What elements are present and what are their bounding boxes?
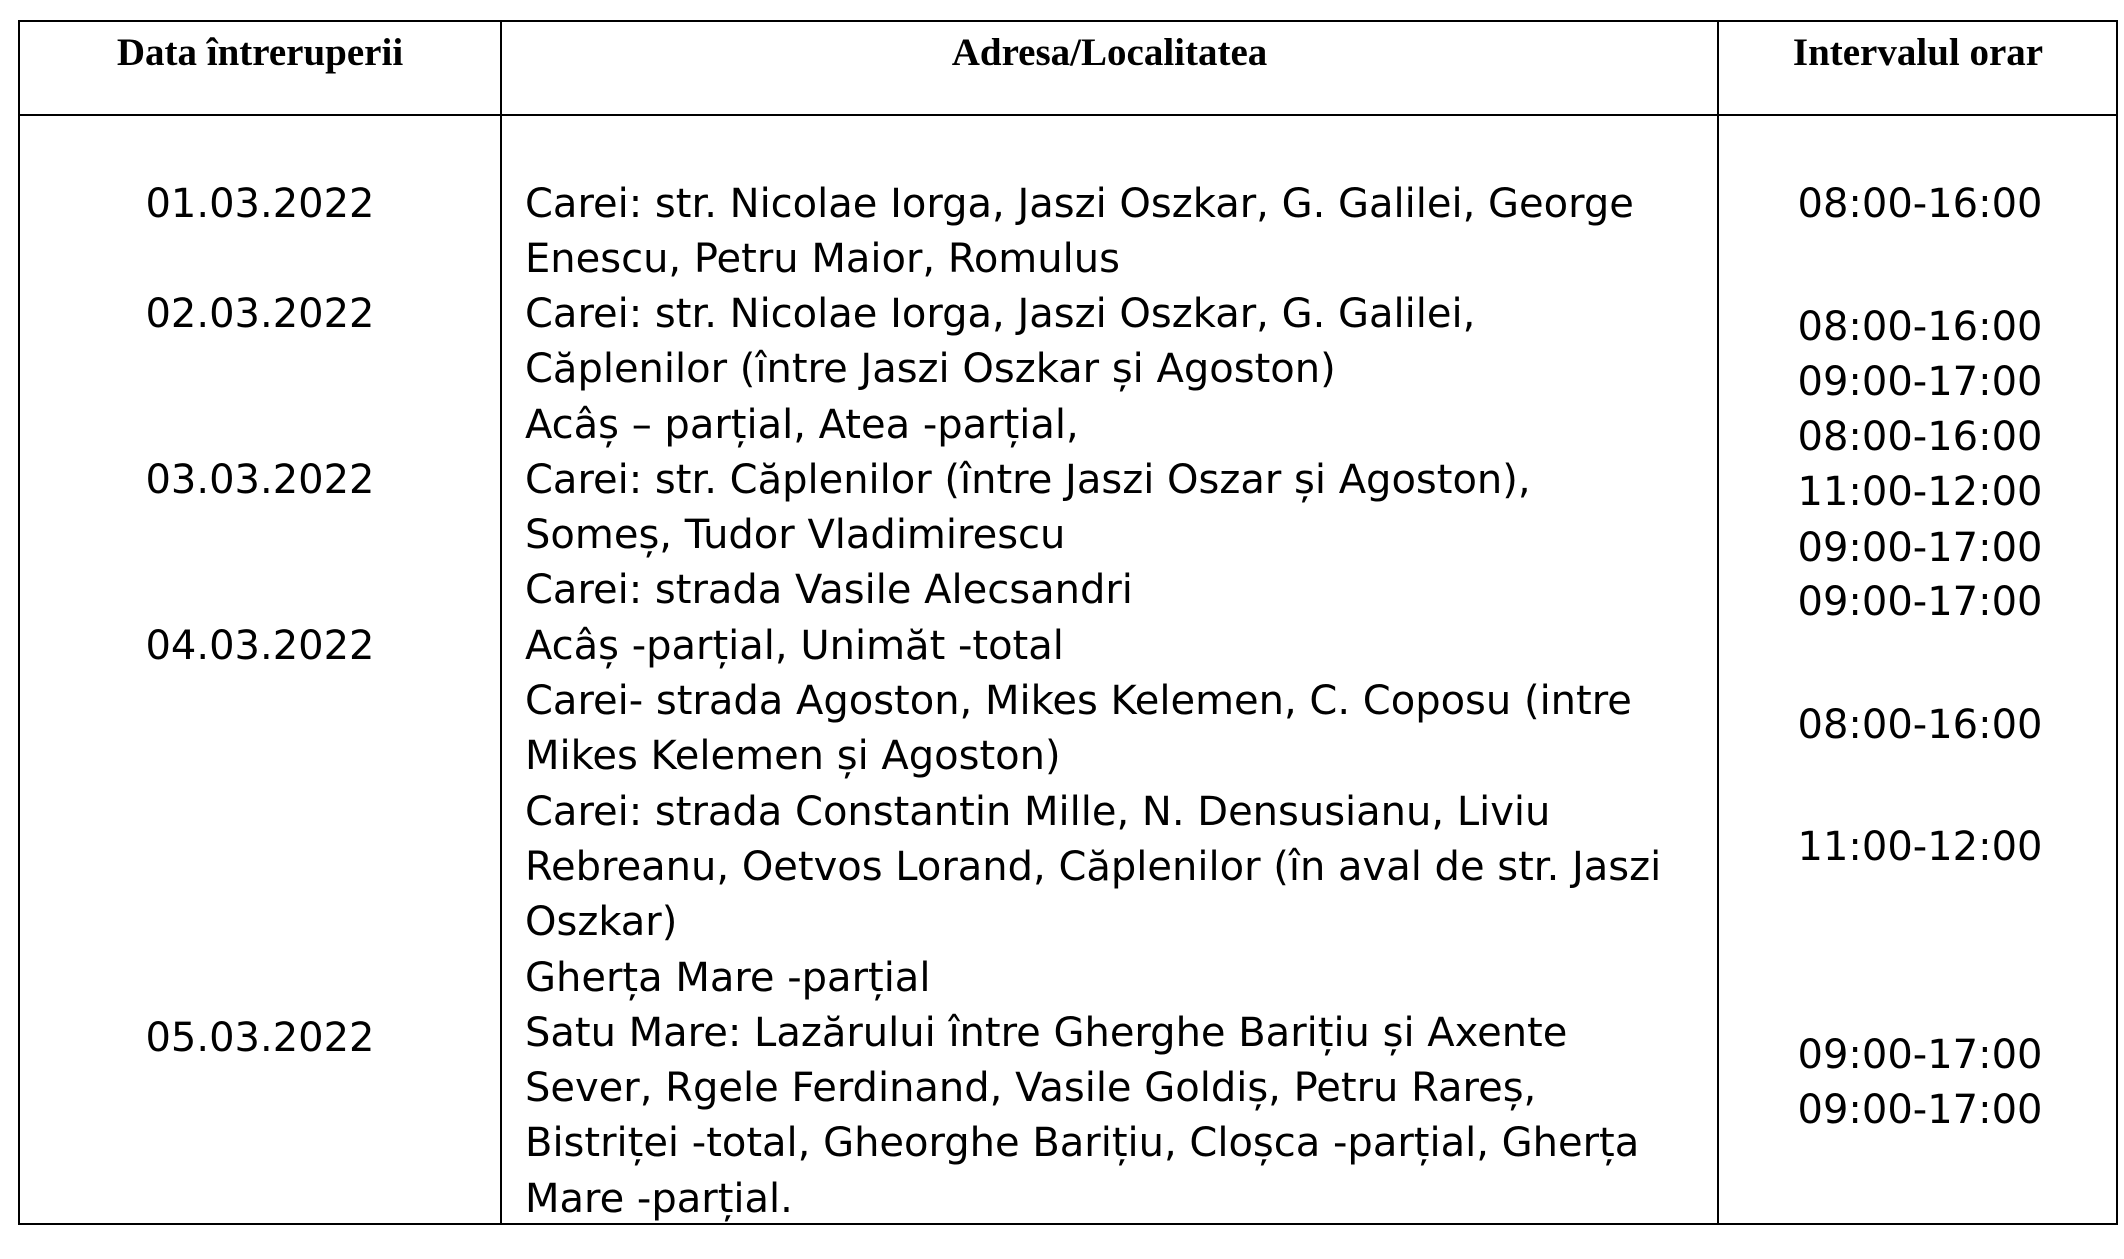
- interval-cell: 09:00-17:00: [1797, 1087, 2043, 1133]
- address-line: Sever, Rgele Ferdinand, Vasile Goldiș, Petru Rareș,: [525, 1065, 1537, 1111]
- column-divider-2: [1717, 22, 1719, 1223]
- address-line: Acâș – parțial, Atea -parțial,: [525, 402, 1079, 448]
- date-cell: 05.03.2022: [145, 1015, 375, 1061]
- address-line: Acâș -parțial, Unimăt -total: [525, 623, 1064, 669]
- interval-cell: 11:00-12:00: [1797, 824, 2043, 870]
- address-line: Carei: strada Constantin Mille, N. Densusianu, Liviu: [525, 789, 1551, 835]
- interval-cell: 08:00-16:00: [1797, 702, 2043, 748]
- date-cell: 02.03.2022: [145, 291, 375, 337]
- interval-cell: 09:00-17:00: [1797, 579, 2043, 625]
- interval-cell: 08:00-16:00: [1797, 181, 2043, 227]
- interval-cell: 08:00-16:00: [1797, 304, 2043, 350]
- date-cell: 03.03.2022: [145, 457, 375, 503]
- address-line: Enescu, Petru Maior, Romulus: [525, 236, 1120, 282]
- address-line: Oszkar): [525, 899, 678, 945]
- header-divider: [20, 114, 2116, 116]
- address-line: Carei: str. Nicolae Iorga, Jaszi Oszkar, G. Galilei,: [525, 291, 1476, 337]
- interval-cell: 09:00-17:00: [1797, 359, 2043, 405]
- address-line: Carei: str. Căplenilor (între Jaszi Oszar și Agoston),: [525, 457, 1531, 503]
- address-line: Mare -parțial.: [525, 1176, 793, 1222]
- address-line: Rebreanu, Oetvos Lorand, Căplenilor (în aval de str. Jaszi: [525, 844, 1662, 890]
- column-divider-1: [500, 22, 502, 1223]
- address-line: Bistriței -total, Gheorghe Barițiu, Cloșca -parțial, Gherța: [525, 1120, 1640, 1166]
- address-line: Satu Mare: Lazărului între Gherghe Barițiu și Axente: [525, 1010, 1568, 1056]
- address-line: Carei: strada Vasile Alecsandri: [525, 567, 1133, 613]
- interval-cell: 09:00-17:00: [1797, 525, 2043, 571]
- interval-cell: 09:00-17:00: [1797, 1032, 2043, 1078]
- date-cell: 04.03.2022: [145, 623, 375, 669]
- interval-cell: 08:00-16:00: [1797, 414, 2043, 460]
- address-line: Mikes Kelemen și Agoston): [525, 733, 1061, 779]
- header-interval: Intervalul orar: [1792, 31, 2044, 74]
- date-cell: 01.03.2022: [145, 181, 375, 227]
- address-line: Gherța Mare -parțial: [525, 955, 931, 1001]
- address-line: Someș, Tudor Vladimirescu: [525, 512, 1066, 558]
- address-line: Carei: str. Nicolae Iorga, Jaszi Oszkar, G. Galilei, George: [525, 181, 1634, 227]
- address-line: Căplenilor (între Jaszi Oszkar și Agoston): [525, 346, 1336, 392]
- interval-cell: 11:00-12:00: [1797, 469, 2043, 515]
- header-date: Data întreruperii: [116, 31, 404, 74]
- address-line: Carei- strada Agoston, Mikes Kelemen, C. Coposu (intre: [525, 678, 1632, 724]
- outage-table: [18, 20, 2118, 1225]
- header-address: Adresa/Localitatea: [951, 31, 1268, 74]
